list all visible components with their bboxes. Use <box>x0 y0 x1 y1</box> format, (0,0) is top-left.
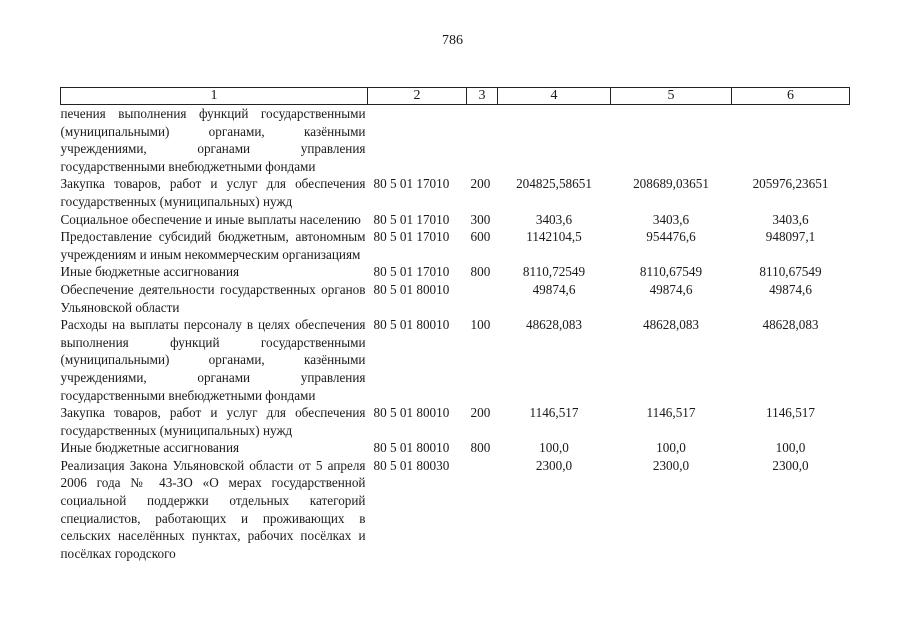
row-value-col6: 205976,23651 <box>752 176 829 192</box>
table-row <box>61 228 850 263</box>
row-value-col4: 48628,083 <box>525 317 583 333</box>
row-name-cell: Закупка товаров, работ и услуг для обеспечения государственных (муниципальных) нужд <box>60 405 366 438</box>
row-code-cell: 80 5 01 80010 <box>373 317 450 333</box>
row-value-col5: 2300,0 <box>652 457 690 473</box>
row-value-col5: 8110,67549 <box>639 264 703 280</box>
row-code-cell: 80 5 01 17010 <box>373 176 450 192</box>
row-code-cell: 80 5 01 17010 <box>373 264 450 280</box>
budget-table <box>60 87 850 562</box>
row-value-col6 <box>732 105 850 176</box>
row-name-cell: Иные бюджетные ассигнования <box>60 440 240 456</box>
row-vr-cell <box>467 457 498 563</box>
row-value-col4 <box>498 105 611 176</box>
row-name-cell: Обеспечение деятельности государственных органов Ульяновской области <box>60 281 366 315</box>
table-row <box>61 105 850 176</box>
row-vr-cell: 200 <box>470 405 491 421</box>
row-name-cell: Реализация Закона Ульяновской области от 5 апреля 2006 года № 43-ЗО «О мерах государственной социальной поддержки отдельных категорий специалистов, работающих и проживающих в сельских населённых пунктах, рабочих посёлках и посёлках городского <box>60 457 366 561</box>
table-row <box>61 211 850 229</box>
row-name-cell: Предоставление субсидий бюджетным, автономным учреждениям и иным некоммерческим организациям <box>60 229 366 262</box>
row-vr-cell: 100 <box>470 317 491 333</box>
row-vr-cell: 200 <box>470 176 491 192</box>
row-code-cell <box>368 105 467 176</box>
row-name-cell: Расходы на выплаты персоналу в целях обеспечения выполнения функций государственными (муниципальными) органами, казёнными учреждениями, органами управления государственными внебюджетными фондами <box>60 317 366 403</box>
row-name-cell: печения выполнения функций государственными (муниципальными) органами, казёнными учреждениями, органами управления государственными внебюджетными фондами <box>60 106 366 174</box>
row-value-col5: 100,0 <box>656 440 686 456</box>
row-code-cell: 80 5 01 17010 <box>373 211 450 227</box>
row-value-col6: 3403,6 <box>772 211 809 227</box>
table-row <box>61 175 850 210</box>
header-row <box>61 88 850 105</box>
row-code-cell: 80 5 01 17010 <box>373 229 450 245</box>
header-col-5: 5 <box>611 88 732 105</box>
row-name-cell: Социальное обеспечение и иные выплаты населению <box>60 211 361 227</box>
row-name-cell: Иные бюджетные ассигнования <box>60 264 240 280</box>
row-name-cell: Закупка товаров, работ и услуг для обеспечения государственных (муниципальных) нужд <box>60 176 366 209</box>
row-value-col5 <box>611 105 732 176</box>
table-row <box>61 404 850 439</box>
row-code-cell: 80 5 01 80030 <box>373 457 450 473</box>
header-col-4: 4 <box>498 88 611 105</box>
table-row <box>61 263 850 281</box>
row-value-col5: 954476,6 <box>646 229 696 245</box>
row-value-col6: 100,0 <box>775 440 806 456</box>
row-value-col6: 1146,517 <box>766 405 815 421</box>
row-value-col5: 49874,6 <box>649 281 693 297</box>
row-value-col4: 204825,58651 <box>516 176 592 192</box>
row-value-col5: 1146,517 <box>646 405 696 421</box>
row-vr-cell: 800 <box>470 264 491 280</box>
row-vr-cell: 600 <box>470 229 491 245</box>
row-value-col4: 1142104,5 <box>526 229 582 245</box>
header-col-3: 3 <box>467 88 498 105</box>
header-col-1: 1 <box>61 88 368 105</box>
row-value-col4: 1146,517 <box>529 405 579 421</box>
table-row <box>61 281 850 316</box>
row-value-col4: 8110,72549 <box>522 264 586 280</box>
row-value-col4: 2300,0 <box>535 457 573 473</box>
row-code-cell: 80 5 01 80010 <box>373 440 450 456</box>
row-value-col6: 8110,67549 <box>759 264 822 280</box>
row-value-col6: 2300,0 <box>772 457 809 473</box>
row-value-col6: 49874,6 <box>769 281 812 297</box>
row-value-col4: 49874,6 <box>532 281 576 297</box>
table-body <box>61 105 850 563</box>
row-vr-cell: 300 <box>470 211 491 227</box>
row-value-col4: 3403,6 <box>535 211 573 227</box>
row-value-col6: 48628,083 <box>762 317 819 333</box>
row-code-cell: 80 5 01 80010 <box>373 405 450 421</box>
row-value-col5: 3403,6 <box>652 211 690 227</box>
row-vr-cell: 800 <box>470 440 491 456</box>
header-col-2: 2 <box>368 88 467 105</box>
page-number: 786 <box>442 33 463 48</box>
row-vr-cell <box>467 281 498 316</box>
table-row <box>61 316 850 404</box>
row-value-col5: 48628,083 <box>642 317 700 333</box>
row-value-col5: 208689,03651 <box>633 176 709 192</box>
row-value-col4: 100,0 <box>539 440 569 456</box>
row-value-col6: 948097,1 <box>765 229 816 245</box>
row-code-cell: 80 5 01 80010 <box>373 281 450 297</box>
table-row <box>61 439 850 457</box>
header-col-6: 6 <box>732 88 850 105</box>
row-vr-cell <box>467 105 498 176</box>
table-row <box>61 457 850 563</box>
